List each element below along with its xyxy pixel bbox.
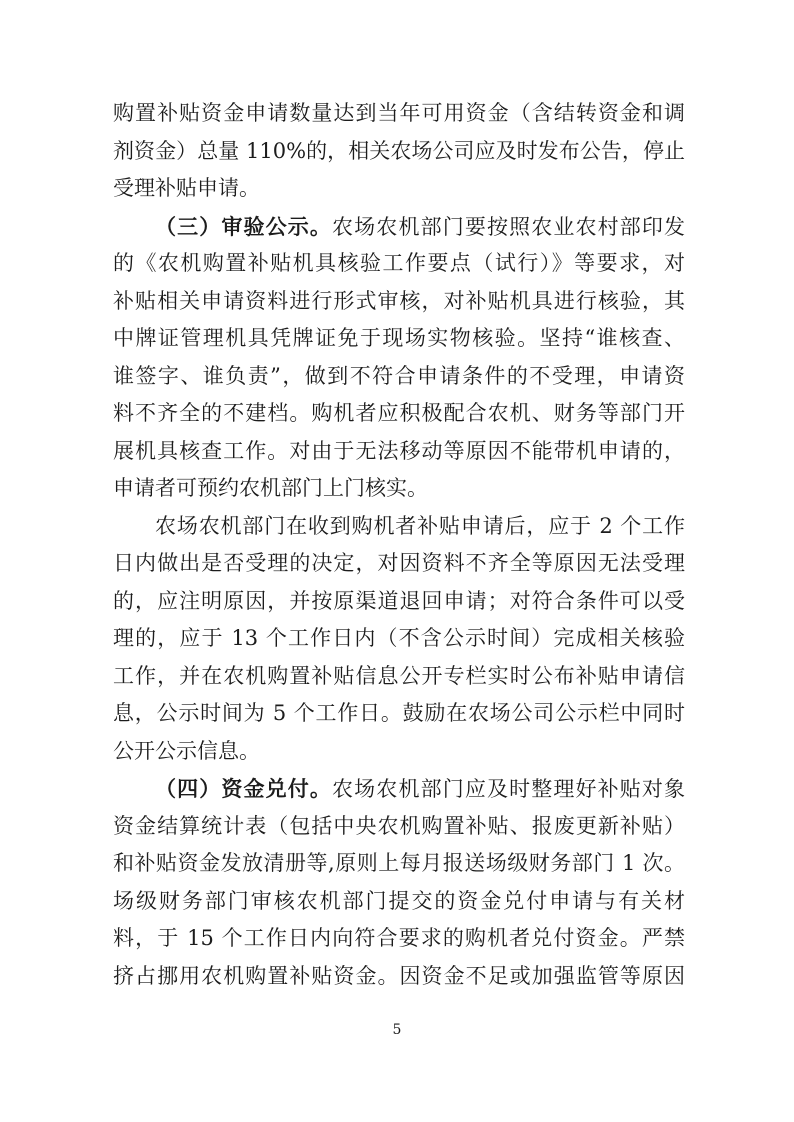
text-line: 的，应注明原因，并按原渠道退回申请；对符合条件可以受 [113, 588, 685, 613]
text-line: 和补贴资金发放清册等,原则上每月报送场级财务部门 1 次。 [113, 851, 685, 875]
text-line: 谁签字、谁负责”，做到不符合申请条件的不受理，申请资 [113, 363, 685, 388]
text-line: 公开公示信息。 [113, 738, 260, 763]
text-line: 场级财务部门审核农机部门提交的资金兑付申请与有关材 [113, 888, 685, 913]
text-line: 中牌证管理机具凭牌证免于现场实物核验。坚持“谁核查、 [113, 326, 685, 350]
page-body-text [113, 95, 685, 995]
text-line: 息，公示时间为 5 个工作日。鼓励在农场公司公示栏中同时 [113, 701, 685, 725]
text-line: 申请者可预约农机部门上门核实。 [113, 476, 428, 500]
section-heading: （三）审验公示。 [155, 213, 333, 239]
text-line: 受理补贴申请。 [113, 176, 260, 200]
page-number: 5 [392, 1022, 402, 1038]
text-line [113, 770, 685, 808]
text-line: 补贴相关申请资料进行形式审核，对补贴机具进行核验，其 [113, 288, 685, 313]
text-run: 农场农机部门要按照农业农村部印发 [332, 214, 685, 239]
text-line: 资金结算统计表（包括中央农机购置补贴、报废更新补贴） [113, 813, 685, 838]
text-line: 理的，应于 13 个工作日内（不含公示时间）完成相关核验 [113, 626, 685, 650]
text-line: 挤占挪用农机购置补贴资金。因资金不足或加强监管等原因 [113, 963, 685, 988]
text-line: 日内做出是否受理的决定，对因资料不齐全等原因无法受理 [113, 551, 685, 575]
text-line: 料不齐全的不建档。购机者应积极配合农机、财务等部门开 [113, 401, 685, 425]
text-run: 农场农机部门应及时整理好补贴对象 [332, 777, 685, 801]
text-line: 购置补贴资金申请数量达到当年可用资金（含结转资金和调 [113, 101, 685, 125]
text-line: 展机具核查工作。对由于无法移动等原因不能带机申请的， [113, 438, 685, 463]
section-heading: （四）资金兑付。 [155, 776, 333, 801]
text-line: 工作，并在农机购置补贴信息公开专栏实时公布补贴申请信 [113, 663, 685, 688]
text-line: 的《农机购置补贴机具核验工作要点（试行）》等要求，对 [113, 251, 685, 275]
text-line [113, 208, 685, 246]
text-line: 剂资金）总量 110%的，相关农场公司应及时发布公告，停止 [113, 138, 685, 163]
text-line: 农场农机部门在收到购机者补贴申请后，应于 2 个工作 [155, 513, 685, 538]
text-line: 料，于 15 个工作日内向符合要求的购机者兑付资金。严禁 [113, 926, 685, 950]
